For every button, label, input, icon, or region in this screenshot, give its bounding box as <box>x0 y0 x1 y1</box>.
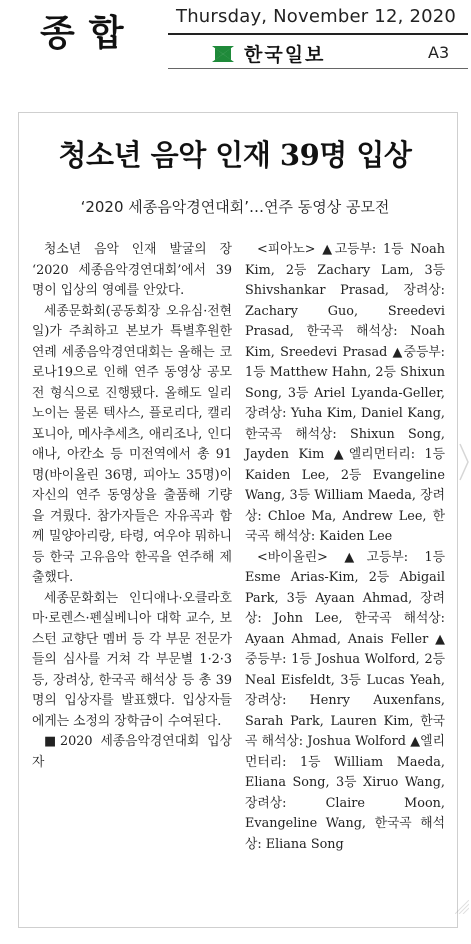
masthead-rule-top <box>168 33 468 35</box>
brand-name: 한국일보 <box>244 44 326 66</box>
winners-list-heading: ■2020 세종음악경연대회 입상자 <box>32 734 232 770</box>
masthead <box>0 0 471 72</box>
chevron-right-icon <box>458 442 470 482</box>
article-subhead: ‘2020 세종음악경연대회’…연주 동영상 공모전 <box>80 198 390 216</box>
section-title: 종합 <box>40 13 138 54</box>
brand <box>212 40 325 67</box>
masthead-rule-bottom <box>168 68 468 69</box>
winners-paragraph-piano: <피아노> ▲고등부: 1등 Noah Kim, 2등 Zachary Lam, 3등 Shivshankar Prasad, 장려상: Zachary Guo, Sreedevi Prasad, 한국곡 해석상: Noah Kim, Sreedevi Prasad ▲중등부: 1등 Matthew Hahn, 2등 Shixun Song, 3등 Ariel Lyanda-Geller, 장려상: Yuha Kim, Daniel Kang, 한국곡 해석상: Shixun Song, Jayden Kim ▲엘리먼터리: 1등 Kaiden Lee, 2등 Evangeline Wang, 3등 William Maeda, 장려상: Chloe Ma, Andrew Lee, 한국곡 해석상: Kaiden Lee <box>245 242 445 544</box>
corner-fold-icon <box>455 900 469 914</box>
body-paragraph: 세종문화회는 인디애나·오클라호마·로렌스·펜실베니아 대학 교수, 보스턴 교향단 멤버 등 각 부문 전문가들의 심사를 거쳐 각 부문별 1·2·3등, 장려상, 한국곡 해석상 등 총 39명의 입상자를 발표했다. 입상자들에게는 소정의 장학금이 수여된다. <box>32 590 232 729</box>
article-column-left <box>32 240 232 773</box>
page-number: A3 <box>428 43 450 62</box>
article-headline: 청소년 음악 인재 39명 입상 <box>58 138 412 172</box>
body-paragraph: 세종문화회(공동회장 오유심·전현일)가 주최하고 본보가 특별후원한 연례 세종음악경연대회는 올해는 코로나19으로 인해 연주 동영상 공모전 형식으로 진행됐다. 올해도 일리노이는 물론 텍사스, 플로리다, 캘리포니아, 메사추세츠, 애리조나, 인디애나, 아칸소 등 미전역에서 총 91명(바이올린 36명, 피아노 35명)이 자신의 연주 동영상을 출품해 기량을 겨뤘다. 참가자들은 자유곡과 함께 밀양아리랑, 타령, 여우야 뭐하니 등 한국 고유음악 한곡을 연주해 제출했다. <box>32 303 232 585</box>
winners-paragraph-violin: <바이올린> ▲고등부: 1등 Esme Arias-Kim, 2등 Abigail Park, 3등 Ayaan Ahmad, 장려상: John Lee, 한국곡 해석상: Ayaan Ahmad, Anais Feller ▲중등부: 1등 Joshua Wolford, 2등 Neal Eisfeldt, 3등 Lucas Yeah, 장려상: Henry Auxenfans, Sarah Park, Lauren Kim, 한국곡 해석상: Joshua Wolford ▲엘리먼터리: 1등 William Maeda, Eliana Song, 3등 Xiruo Wang, 장려상: Claire Moon, Evangeline Wang, 한국곡 해석상: Eliana Song <box>245 549 445 852</box>
brand-logo-icon <box>212 46 234 62</box>
body-paragraph: 청소년 음악 인재 발굴의 장 ‘2020 세종음악경연대회’에서 39명이 입상의 영예를 안았다. <box>32 242 232 298</box>
article-column-right <box>245 240 445 855</box>
publication-date: Thursday, November 12, 2020 <box>176 6 457 27</box>
